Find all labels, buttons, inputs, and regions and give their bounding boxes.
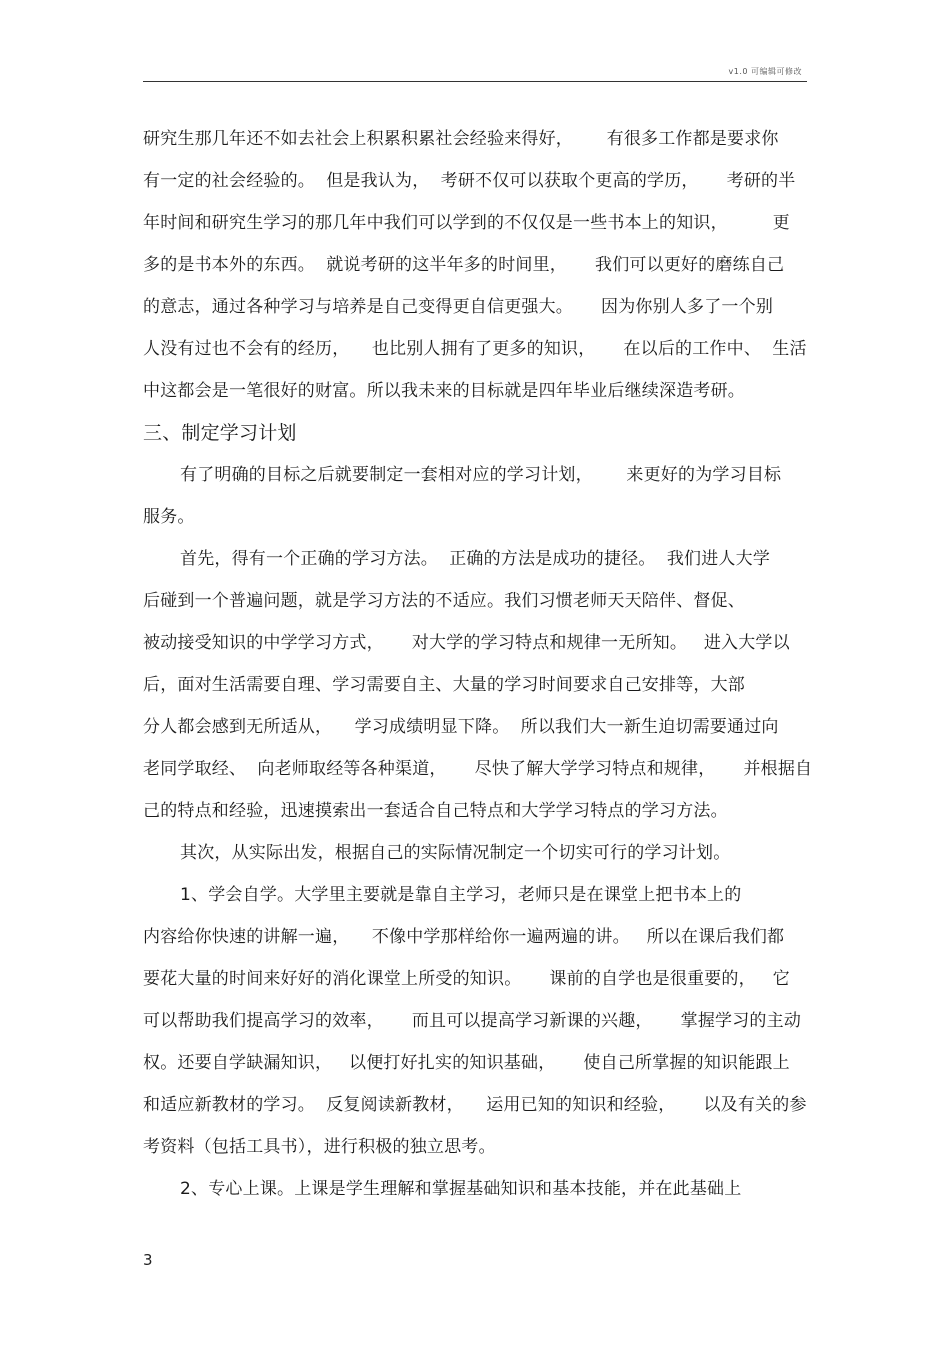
version-note: v1.0 可编辑可修改 (728, 67, 802, 76)
text-line: 可以帮助我们提高学习的效率， 而且可以提高学习新课的兴趣， 掌握学习的主动 (143, 1011, 802, 1031)
text-line: 后，面对生活需要自理、学习需要自主、大量的学习时间要求自己安排等，大部 (143, 675, 745, 695)
text-line: 有一定的社会经验的。 但是我认为， 考研不仅可以获取个更高的学历， 考研的半 (143, 171, 796, 191)
page-number: 3 (143, 1251, 153, 1269)
text-line: 分人都会感到无所适从， 学习成绩明显下降。 所以我们大一新生迫切需要通过向 (143, 717, 779, 737)
text-line: 研究生那几年还不如去社会上积累积累社会经验来得好， 有很多工作都是要求你 (143, 129, 779, 149)
text-line: 多的是书本外的东西。 就说考研的这半年多的时间里， 我们可以更好的磨练自己 (143, 255, 785, 275)
text-line: 考资料（包括工具书），进行积极的独立思考。 (143, 1137, 496, 1157)
text-line: 被动接受知识的中学学习方式， 对大学的学习特点和规律一无所知。 进入大学以 (143, 633, 790, 653)
section-heading: 三、制定学习计划 (143, 422, 297, 444)
text-line: 要花大量的时间来好好的消化课堂上所受的知识。 课前的自学也是很重要的， 它 (143, 969, 790, 989)
text-line: 内容给你快速的讲解一遍， 不像中学那样给你一遍两遍的讲。 所以在课后我们都 (143, 927, 785, 947)
text-line: 权。还要自学缺漏知识， 以便打好扎实的知识基础， 使自己所掌握的知识能跟上 (143, 1053, 790, 1073)
text-line: 和适应新教材的学习。 反复阅读新教材， 运用已知的知识和经验， 以及有关的参 (143, 1095, 807, 1115)
text-line: 后碰到一个普遍问题，就是学习方法的不适应。我们习惯老师天天陪伴、督促、 (143, 591, 745, 611)
text-line: 己的特点和经验，迅速摸索出一套适合自己特点和大学学习特点的学习方法。 (143, 801, 728, 821)
text-line: 中这都会是一笔很好的财富。所以我未来的目标就是四年毕业后继续深造考研。 (143, 381, 745, 401)
text-line: 2、专心上课。上课是学生理解和掌握基础知识和基本技能，并在此基础上 (180, 1179, 742, 1199)
header-divider (143, 81, 807, 82)
body-text (143, 118, 813, 1210)
text-line: 有了明确的目标之后就要制定一套相对应的学习计划， 来更好的为学习目标 (180, 465, 782, 485)
text-line: 服务。 (143, 507, 195, 527)
text-line: 其次，从实际出发，根据自己的实际情况制定一个切实可行的学习计划。 (180, 843, 731, 863)
text-line: 首先，得有一个正确的学习方法。 正确的方法是成功的捷径。 我们进人大学 (180, 549, 771, 569)
text-line: 1、学会自学。大学里主要就是靠自主学习，老师只是在课堂上把书本上的 (180, 885, 742, 905)
text-line: 的意志，通过各种学习与培养是自己变得更自信更强大。 因为你别人多了一个别 (143, 297, 774, 317)
text-line: 人没有过也不会有的经历， 也比别人拥有了更多的知识， 在以后的工作中、 生活 (143, 339, 807, 359)
text-line: 老同学取经、 向老师取经等各种渠道， 尽快了解大学学习特点和规律， 并根据自 (143, 759, 813, 779)
text-line: 年时间和研究生学习的那几年中我们可以学到的不仅仅是一些书本上的知识， 更 (143, 213, 790, 233)
